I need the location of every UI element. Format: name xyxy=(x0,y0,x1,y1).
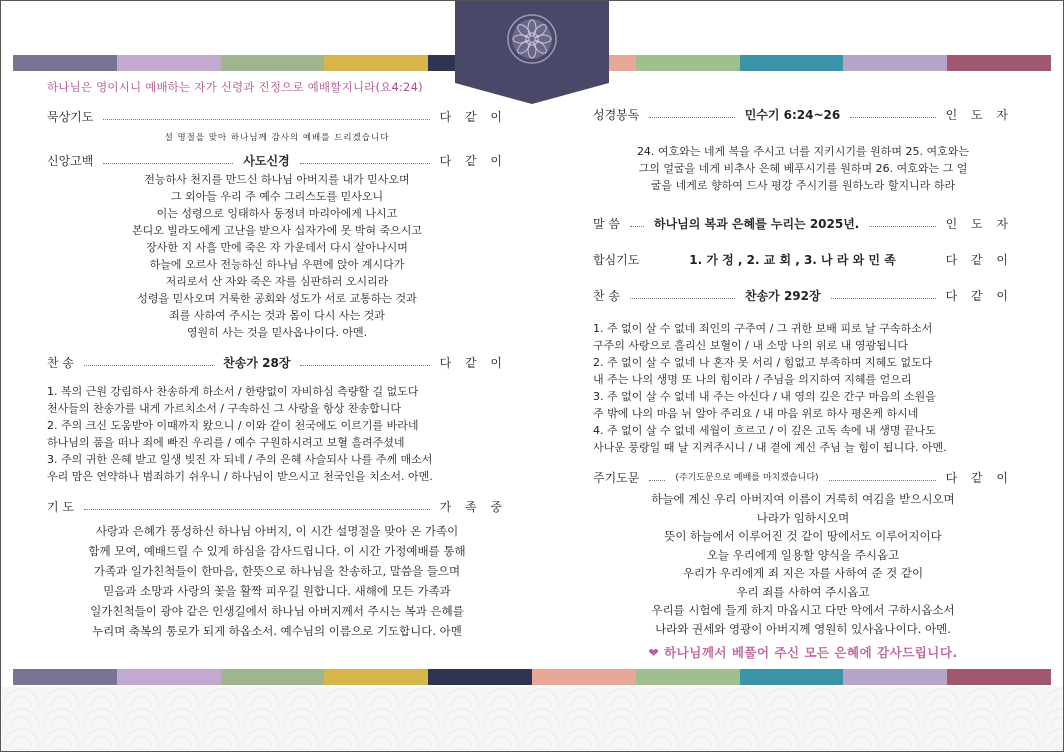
band-segment xyxy=(324,55,428,71)
band-segment xyxy=(636,55,740,71)
silent-prayer-note: 설 명절을 맞아 하나님께 감사의 예배를 드리겠습니다 xyxy=(164,133,390,143)
text-line: 우리 맘은 연약하나 범죄하기 쉬우니 / 하나님이 받으시고 천국인을 치소서. 아멘. xyxy=(47,470,433,483)
hymn2-row xyxy=(593,286,1013,306)
text-line: 하나님의 품을 떠나 죄에 빠진 우리를 / 예수 구원하시려고 보혈 흘려주셨네 xyxy=(47,436,405,449)
text-line: 믿음과 소망과 사랑의 꽃을 활짝 피우길 원합니다. 새해에 모든 가족과 xyxy=(103,584,451,598)
text-line: 장사한 지 사흘 만에 죽은 자 가운데서 다시 살아나시며 xyxy=(146,241,408,254)
text-line: 누리며 축복의 통로가 되게 하옵소서. 예수님의 이름으로 기도합니다. 아멘 xyxy=(92,624,462,638)
text-line: 천사들의 찬송가를 내게 가르치소서 / 구속하신 그 사랑을 항상 찬송합니다 xyxy=(47,402,401,415)
band-segment xyxy=(740,55,844,71)
text-line: 일가친척들이 광야 같은 인생길에서 하나님 아버지께서 주시는 복과 은혜를 xyxy=(90,604,464,618)
lords-prayer-label: 주기도문 xyxy=(593,470,640,485)
prayer-label: 기 도 xyxy=(47,499,74,514)
silent-prayer-label: 묵상기도 xyxy=(47,109,94,124)
text-line: 뜻이 하늘에서 이루어진 것 같이 땅에서도 이루어지이다 xyxy=(664,529,942,543)
creed-row xyxy=(47,151,507,171)
prayer-text xyxy=(47,521,507,641)
unison-prayer-topics: 1. 가 정 , 2. 교 회 , 3. 나 라 와 민 족 xyxy=(689,252,896,267)
text-line: 우리 죄를 사하여 주시옵고 xyxy=(736,584,870,599)
hymn-row xyxy=(47,353,507,373)
reading-label: 성경봉독 xyxy=(593,107,640,122)
creed-label: 신앙고백 xyxy=(47,153,94,168)
motto-verse: 하나님은 영이시니 예배하는 자가 신령과 진정으로 예배할지니라(요4:24) xyxy=(47,80,423,94)
text-line: 이는 성령으로 잉태하사 동정녀 마리아에게 나시고 xyxy=(156,207,398,220)
reading-text xyxy=(593,143,1013,194)
left-column xyxy=(47,107,507,641)
bottom-color-band xyxy=(13,669,1051,685)
text-line: 그의 얼굴을 네게 비추사 은혜 베푸시기를 원하며 26. 여호와는 그 얼 xyxy=(638,162,968,175)
text-line: 함께 모여, 예배드릴 수 있게 하심을 감사드립니다. 이 시간 가정예배를 통해 xyxy=(88,544,466,558)
band-segment xyxy=(117,669,221,685)
band-segment xyxy=(221,669,325,685)
text-line: 사나운 풍랑일 때 날 지켜주시니 / 내 곁에 계신 주님 늘 힘이 됩니다. 아멘. xyxy=(593,441,947,454)
silent-prayer-leader: 다 같 이 xyxy=(439,109,507,124)
prayer-row xyxy=(47,497,507,517)
band-segment xyxy=(324,669,428,685)
text-line: 죄를 사하여 주시는 것과 몸이 다시 사는 것과 xyxy=(169,309,385,322)
hymn-title: 찬송가 28장 xyxy=(223,355,291,370)
flower-emblem-icon xyxy=(455,1,609,104)
hymn-leader: 다 같 이 xyxy=(439,355,507,370)
wave-pattern xyxy=(1,687,1063,751)
sermon-label: 말 씀 xyxy=(593,216,620,231)
text-line: 우리가 우리에게 죄 지은 자를 사하여 준 것 같이 xyxy=(682,566,924,580)
sermon-title: 하나님의 복과 은혜를 누리는 2025년. xyxy=(654,216,860,231)
creed-title: 사도신경 xyxy=(243,153,290,168)
text-line: 우리를 시험에 들게 하지 마옵시고 다만 악에서 구하시옵소서 xyxy=(651,603,955,617)
text-line: 오늘 우리에게 일용할 양식을 주시옵고 xyxy=(706,547,900,562)
lords-prayer-row xyxy=(593,468,1013,488)
text-line: 4. 주 없이 살 수 없네 세월이 흐르고 / 이 깊은 고독 속에 내 생명 끝나도 xyxy=(593,424,936,437)
reading-title: 민수기 6:24~26 xyxy=(744,107,841,122)
hymn2-title: 찬송가 292장 xyxy=(745,288,821,303)
lords-prayer-text xyxy=(593,490,1013,638)
unison-prayer-row xyxy=(593,250,1013,270)
text-line: 1. 주 없이 살 수 없네 죄인의 구주여 / 그 귀한 보배 피로 날 구속하소서 xyxy=(593,322,933,335)
text-line: 주 밖에 나의 마음 뉘 알아 주리요 / 내 마음 위로 하사 평온케 하시네 xyxy=(593,407,919,420)
text-line: 성령을 믿사오며 거룩한 공회와 성도가 서로 교통하는 것과 xyxy=(137,292,417,305)
text-line: 영원히 사는 것을 믿사옵나이다. 아멘. xyxy=(186,326,368,339)
text-line: 2. 주의 크신 도움받아 이때까지 왔으니 / 이와 같이 천국에도 이르기를 바라네 xyxy=(47,419,419,432)
unison-prayer-label: 합심기도 xyxy=(593,252,640,267)
text-line: 나라가 임하시오며 xyxy=(756,510,850,525)
text-line: 3. 주 없이 살 수 없네 내 주는 아신다 / 내 영의 깊은 간구 마음의 소원을 xyxy=(593,390,936,403)
right-column xyxy=(593,105,1013,661)
text-line: 나라와 권세와 영광이 아버지께 영원히 있사옵나이다. 아멘. xyxy=(655,621,951,636)
text-line: 본디오 빌라도에게 고난을 받으사 십자가에 못 박혀 죽으시고 xyxy=(131,224,423,237)
text-line: 전능하사 천지를 만드신 하나님 아버지를 내가 믿사오며 xyxy=(144,173,410,186)
creed-text xyxy=(47,171,507,341)
text-line: 1. 복의 근원 강림하사 찬송하게 하소서 / 한량없이 자비하심 측량할 길 없도다 xyxy=(47,385,419,398)
band-segment xyxy=(843,55,947,71)
sermon-leader: 인 도 자 xyxy=(945,216,1013,231)
hymn2-lyrics xyxy=(593,320,1013,456)
text-line: 3. 주의 귀한 은혜 받고 일생 빚진 자 되네 / 주의 은혜 사슬되사 나를 주께 매소서 xyxy=(47,453,433,466)
text-line: 그 외아들 우리 주 예수 그리스도를 믿사오니 xyxy=(170,190,384,203)
creed-leader: 다 같 이 xyxy=(439,153,507,168)
band-segment xyxy=(843,669,947,685)
text-line: 내 주는 나의 생명 또 나의 힘이라 / 주님을 의지하여 지혜를 얻으리 xyxy=(593,373,912,386)
text-line: 24. 여호와는 네게 복을 주시고 너를 지키시기를 원하며 25. 여호와는 xyxy=(636,145,970,158)
text-line: 구주의 사랑으로 흘리신 보혈이 / 내 소망 나의 위로 내 영광됩니다 xyxy=(593,339,908,352)
lords-prayer-note: (주기도문으로 예배를 마치겠습니다) xyxy=(675,472,819,483)
band-segment xyxy=(117,55,221,71)
closing-thanks: ❤ 하나님께서 베풀어 주신 모든 은혜에 감사드립니다. xyxy=(648,645,958,660)
reading-row xyxy=(593,105,1013,125)
band-segment xyxy=(947,669,1051,685)
band-segment xyxy=(13,669,117,685)
text-line: 굴을 네게로 향하여 드사 평강 주시기를 원하노라 할지니라 하라 xyxy=(650,179,956,192)
text-line: 하늘에 오르사 전능하신 하나님 우편에 앉아 계시다가 xyxy=(149,258,405,271)
lords-prayer-leader: 다 같 이 xyxy=(945,470,1013,485)
sermon-row xyxy=(593,214,1013,234)
band-segment xyxy=(221,55,325,71)
reading-leader: 인 도 자 xyxy=(945,107,1013,122)
text-line: 하늘에 계신 우리 아버지여 이름이 거룩히 여김을 받으시오며 xyxy=(651,492,955,506)
text-line: 사랑과 은혜가 풍성하신 하나님 아버지, 이 시간 설명절을 맞아 온 가족이 xyxy=(95,524,459,538)
band-segment xyxy=(636,669,740,685)
text-line: 저리로서 산 자와 죽은 자를 심판하러 오시리라 xyxy=(165,275,389,288)
text-line: 가족과 일가친척들이 한마음, 한뜻으로 하나님을 찬송하고, 말씀을 들으며 xyxy=(93,564,461,578)
hymn2-label: 찬 송 xyxy=(593,288,620,303)
hymn-label: 찬 송 xyxy=(47,355,74,370)
silent-prayer-row xyxy=(47,107,507,127)
band-segment xyxy=(532,669,636,685)
prayer-leader: 가 족 중 xyxy=(439,499,507,514)
hymn-lyrics xyxy=(47,383,507,485)
band-segment xyxy=(947,55,1051,71)
text-line: 2. 주 없이 살 수 없네 나 혼자 못 서리 / 힘없고 부족하며 지혜도 없도다 xyxy=(593,356,933,369)
band-segment xyxy=(740,669,844,685)
unison-prayer-leader: 다 같 이 xyxy=(945,252,1013,267)
hymn2-leader: 다 같 이 xyxy=(945,288,1014,303)
band-segment xyxy=(428,669,532,685)
band-segment xyxy=(13,55,117,71)
